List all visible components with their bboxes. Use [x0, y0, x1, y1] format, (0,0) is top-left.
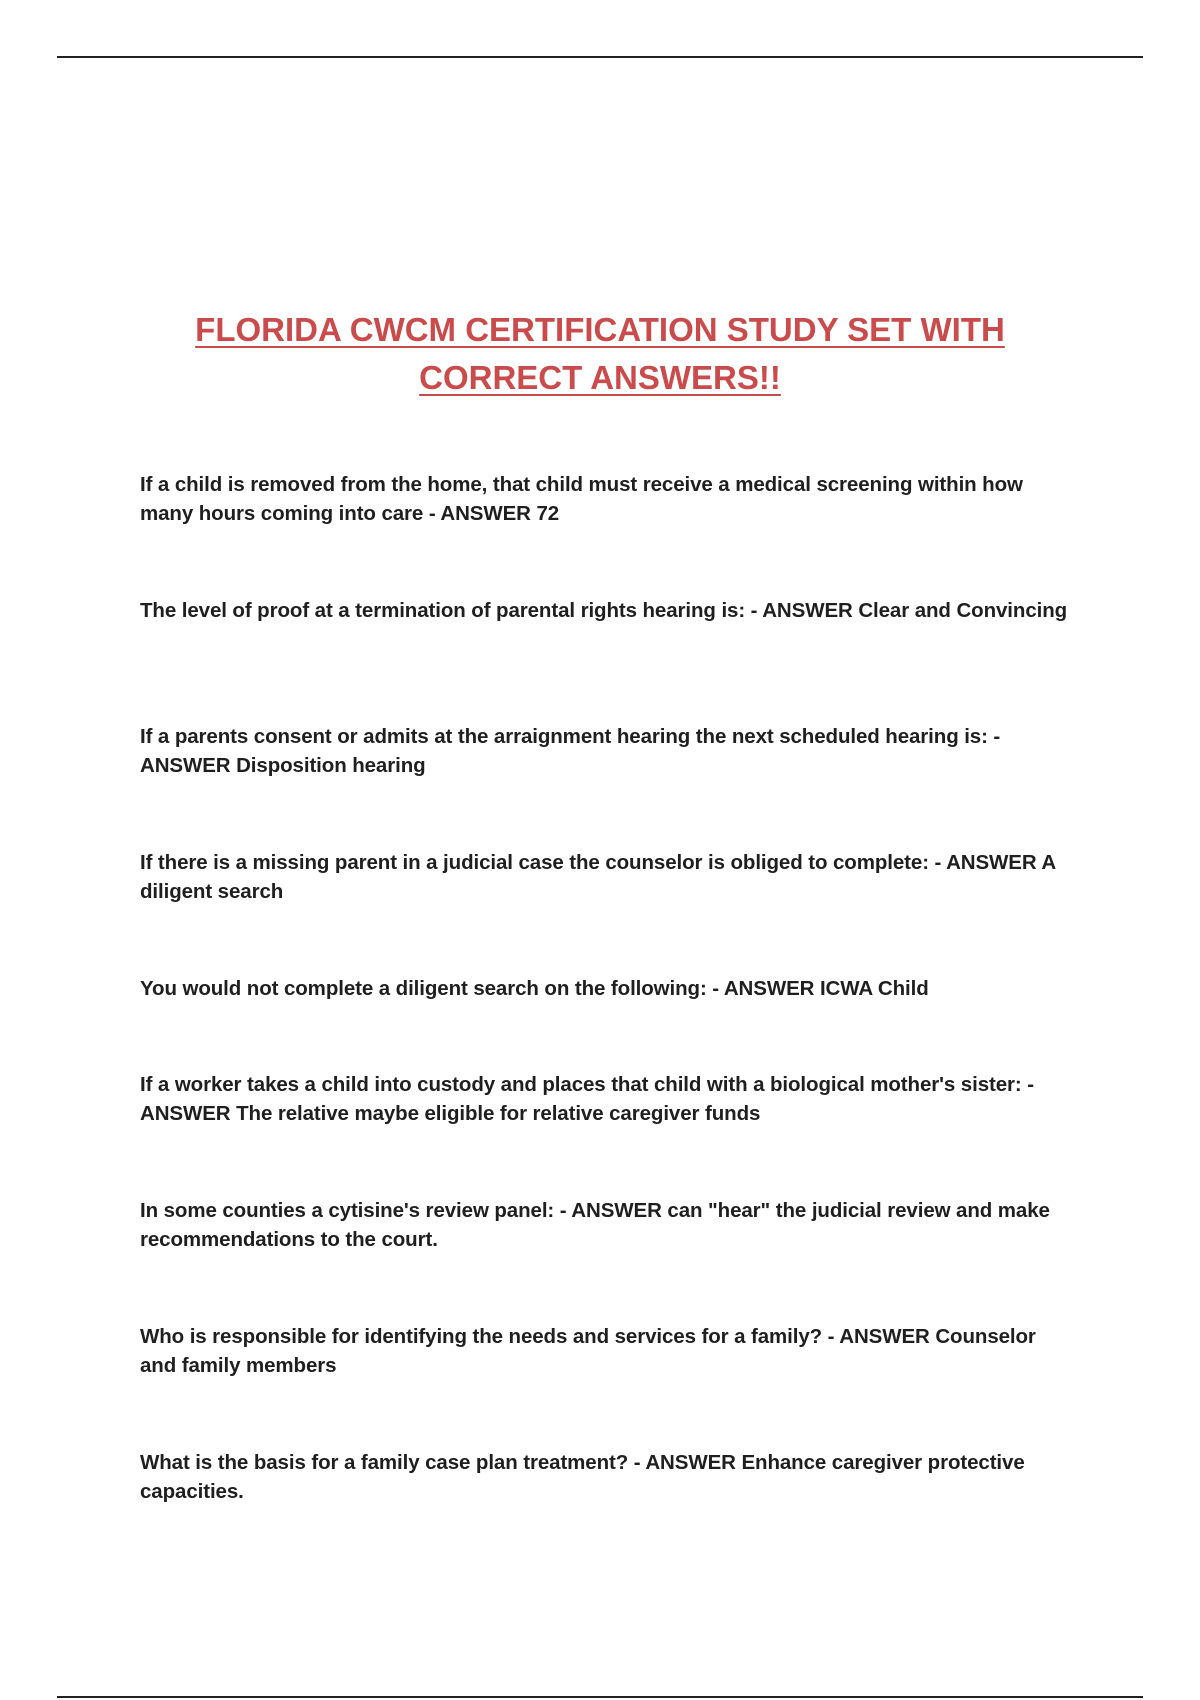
qa-item-4: If there is a missing parent in a judicial case the counselor is obliged to complete: - ANSWER A diligent search [140, 851, 1056, 903]
qa-item-1: If a child is removed from the home, that child must receive a medical screening within how many hours coming into care - ANSWER 72 [140, 473, 1023, 525]
qa-list [140, 470, 1070, 1574]
bottom-rule [57, 1696, 1143, 1698]
qa-item-9: What is the basis for a family case plan treatment? - ANSWER Enhance caregiver protective capacities. [140, 1451, 1025, 1503]
title-line-1: FLORIDA CWCM CERTIFICATION STUDY SET WITH [195, 311, 1005, 348]
document-title [130, 306, 1070, 402]
qa-item-7: In some counties a cytisine's review panel: - ANSWER can "hear" the judicial review and make recommendations to the court. [140, 1199, 1050, 1251]
qa-item-5: You would not complete a diligent search on the following: - ANSWER ICWA Child [140, 977, 929, 1000]
top-rule [57, 56, 1143, 58]
qa-item-2: The level of proof at a termination of parental rights hearing is: - ANSWER Clear and Convincing [140, 599, 1068, 622]
qa-item-3: If a parents consent or admits at the arraignment hearing the next scheduled hearing is: - ANSWER Disposition hearing [140, 725, 1001, 777]
qa-item-6: If a worker takes a child into custody and places that child with a biological mother's sister: - ANSWER The relative maybe eligible for relative caregiver funds [140, 1073, 1034, 1125]
title-line-2: CORRECT ANSWERS!! [419, 359, 781, 396]
qa-item-8: Who is responsible for identifying the needs and services for a family? - ANSWER Counselor and family members [140, 1325, 1036, 1377]
